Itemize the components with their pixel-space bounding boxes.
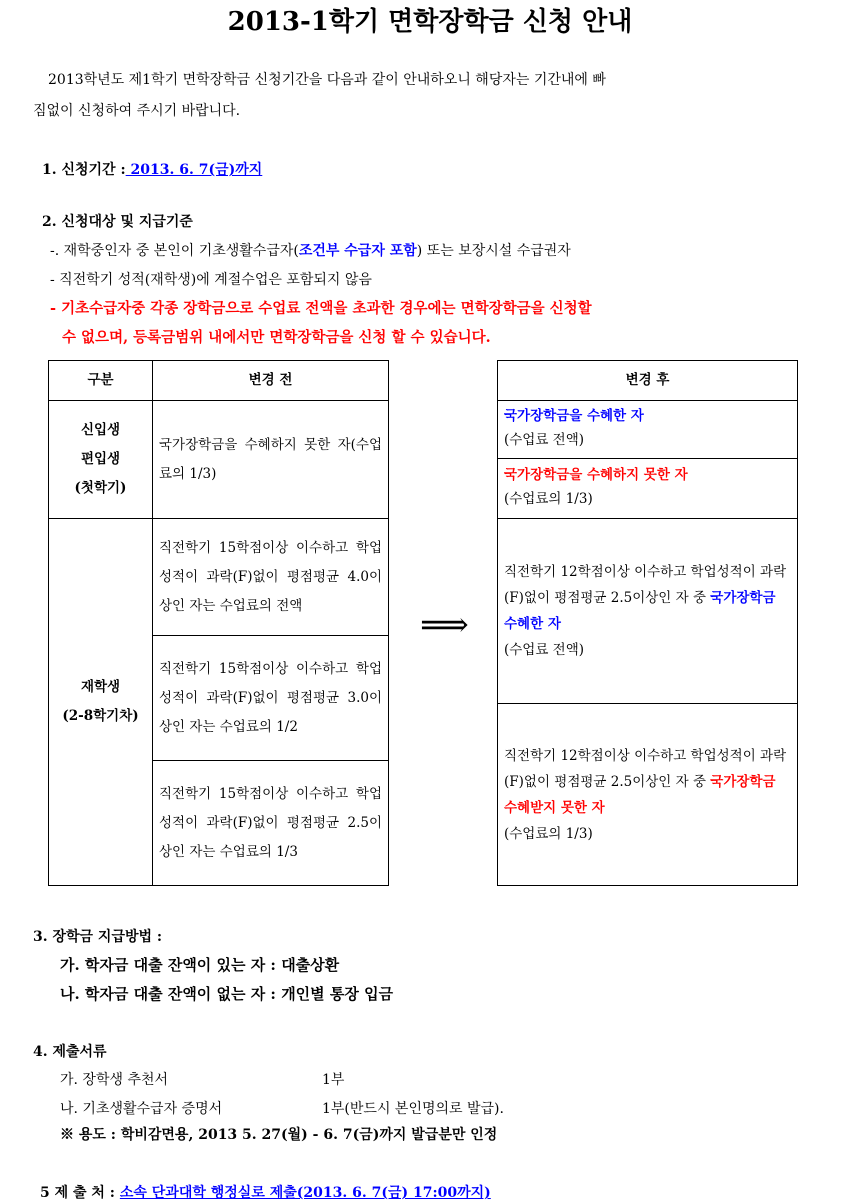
before-row-gpa-4: 직전학기 15학점이상 이수하고 학업성적이 과락(F)없이 평점평균 4.0이상인 자는 수업료의 전액 [152,518,389,636]
after-row-1 [497,400,798,459]
detail: 직전학기 12학점이상 이수하고 학업성적이 과락(F)없이 평점평균 2.5이상인 자 중 [504,564,787,606]
detail: (수업료의 1/3) [504,825,593,842]
section2-bullet-2: - 직전학기 성적(재학생)에 계절수업은 포함되지 않음 [50,272,372,288]
highlight: 국가장학금을 수혜하지 못한 자 [504,467,688,483]
after-row-3 [497,518,798,704]
highlight: 국가장학금을 수혜한 자 [504,408,644,424]
intro-line-2: 짐없이 신청하여 주시기 바랍니다. [33,103,241,119]
section3-item-2: 나. 학자금 대출 잔액이 없는 자 : 개인별 통장 입금 [60,985,394,1003]
detail: 직전학기 12학점이상 이수하고 학업성적이 과락(F)없이 평점평균 2.5이상인 자 중 [504,747,787,790]
label-line: 재학생 [80,679,121,695]
arrow-icon: ⟹ [420,605,469,645]
section2-bullet-1 [50,241,571,261]
section3-item-1: 가. 학자금 대출 잔액이 있는 자 : 대출상환 [60,956,340,974]
before-row-gpa-3: 직전학기 15학점이상 이수하고 학업성적이 과락(F)없이 평점평균 3.0이상인 자는 수업료의 1/2 [152,635,389,761]
after-row-4 [497,703,798,886]
label-line: (2-8학기차) [62,708,139,724]
after-row-2 [497,458,798,519]
before-new-students: 국가장학금을 수혜하지 못한 자(수업료의 1/3) [152,400,389,519]
intro-line-1: 2013학년도 제1학기 면학장학금 신청기간을 다음과 같이 안내하오니 해당자는 기간내에 빠 [48,72,606,88]
bullet-highlight: 조건부 수급자 포함 [298,243,417,259]
detail: (수업료 전액) [504,642,585,658]
section4-item-1-name: 가. 장학생 추천서 [60,1072,169,1088]
before-row-gpa-2-5: 직전학기 15학점이상 이수하고 학업성적이 과락(F)없이 평점평균 2.5이상인 자는 수업료의 1/3 [152,760,389,886]
section1 [42,160,262,180]
group-new-students [48,400,153,519]
label-line: (첫학기) [74,480,127,496]
section4-item-2-name: 나. 기초생활수급자 증명서 [60,1101,223,1117]
bullet-text: -. 재학중인자 중 본인이 기초생활수급자( [50,243,299,259]
section2-heading: 2. 신청대상 및 지급기준 [42,214,193,230]
section4-heading: 4. 제출서류 [33,1044,107,1060]
header-after: 변경 후 [497,360,798,401]
section1-deadline: 2013. 6. 7(금)까지 [125,162,263,178]
detail: (수업료 전액) [504,432,585,448]
bullet-text: ) 또는 보장시설 수급권자 [416,243,571,259]
label-line: 편입생 [80,451,121,467]
section5 [40,1183,491,1203]
warning-line-2: 수 없으며, 등록금범위 내에서만 면학장학금을 신청 할 수 있습니다. [62,329,491,346]
detail: (수업료의 1/3) [504,491,593,507]
highlight: 국가장학금 수혜받지 못한 자 [504,773,776,816]
header-category: 구분 [48,360,153,401]
section1-label: 1. 신청기간 : [42,162,126,178]
section3-heading: 3. 장학금 지급방법 : [33,929,163,945]
group-current-students [48,518,153,886]
header-before: 변경 전 [152,360,389,401]
page-title: 2013-1학기 면학장학금 신청 안내 [227,7,633,37]
section4-item-2-qty: 1부(반드시 본인명의로 발급). [322,1101,504,1117]
section4-note: ※ 용도 : 학비감면용, 2013 5. 27(월) - 6. 7(금)까지 발급분만 인정 [60,1127,498,1143]
warning-line-1: - 기초수급자중 각종 장학금으로 수업료 전액을 초과한 경우에는 면학장학금을 신청할 [50,300,592,317]
section4-item-1-qty: 1부 [322,1072,345,1088]
section5-destination: 소속 단과대학 행정실로 제출(2013. 6. 7(금) 17:00까지) [119,1185,491,1201]
highlight: 국가장학금 수혜한 자 [504,590,776,632]
section5-label: 5 제 출 처 : [40,1185,120,1201]
label-line: 신입생 [80,422,121,438]
